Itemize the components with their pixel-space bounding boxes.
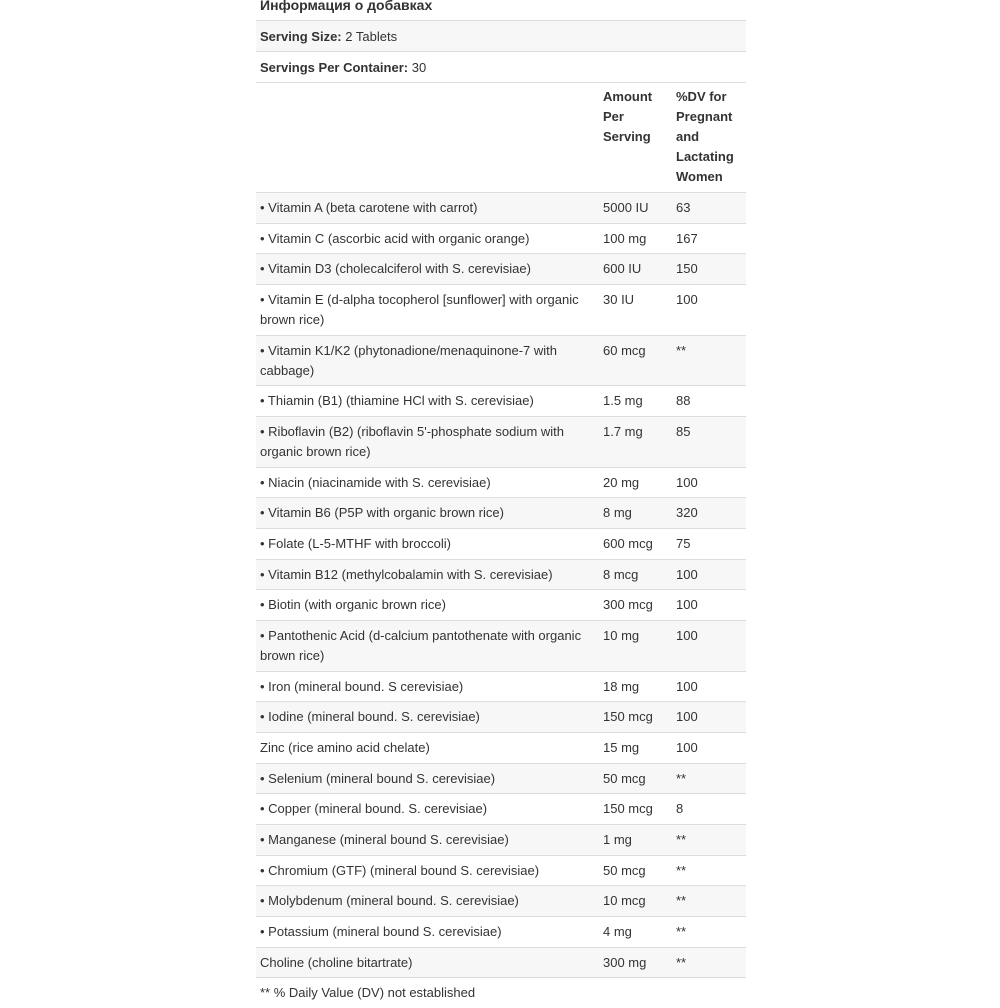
nutrient-amount: 50 mcg — [603, 862, 646, 878]
nutrient-name: • Copper (mineral bound. S. cerevisiae) — [260, 801, 488, 817]
table-row — [256, 224, 746, 255]
nutrient-amount: 1.7 mg — [603, 423, 643, 439]
table-row — [256, 254, 746, 285]
nutrient-name: • Iron (mineral bound. S cerevisiae) — [260, 678, 464, 694]
nutrient-name: • Niacin (niacinamide with S. cerevisiae) — [260, 474, 491, 490]
table-row — [256, 886, 746, 917]
nutrient-name: • Vitamin B6 (P5P with organic brown rice) — [260, 505, 504, 521]
nutrient-dv: 8 — [676, 801, 684, 817]
nutrient-dv: ** — [676, 770, 687, 786]
nutrient-dv: ** — [676, 893, 687, 909]
table-row — [256, 733, 746, 764]
table-row — [256, 672, 746, 703]
nutrient-dv: ** — [676, 342, 687, 358]
nutrient-dv: 100 — [676, 709, 698, 725]
nutrient-name: • Manganese (mineral bound S. cerevisiae) — [260, 832, 509, 847]
nutrient-name: • Thiamin (B1) (thiamine HCl with S. cerevisiae) — [260, 393, 534, 409]
nutrient-name: • Folate (L-5-MTHF with broccoli) — [260, 535, 451, 551]
nutrient-amount: 60 mcg — [603, 342, 646, 358]
nutrient-name: • Vitamin E (d-alpha tocopherol [sunflower] with organic brown rice) — [260, 292, 579, 328]
serving-size — [256, 21, 746, 52]
nutrient-name: • Iodine (mineral bound. S. cerevisiae) — [260, 709, 480, 725]
table-row — [256, 794, 746, 825]
nutrient-amount: 10 mcg — [603, 893, 646, 909]
serving-size-label: Serving Size: — [260, 29, 342, 44]
nutrient-amount: 8 mcg — [603, 566, 639, 582]
nutrient-name: Choline (choline bitartrate) — [260, 954, 413, 970]
nutrient-dv: 100 — [676, 292, 698, 308]
table-row — [256, 948, 746, 979]
nutrient-name: • Chromium (GTF) (mineral bound S. cerevisiae) — [260, 862, 540, 878]
table-row — [256, 498, 746, 529]
nutrient-amount: 100 mg — [603, 230, 647, 246]
table-row — [256, 917, 746, 948]
nutrient-dv: 88 — [676, 393, 691, 409]
table-row — [256, 590, 746, 621]
nutrient-dv: ** — [676, 862, 687, 878]
nutrient-amount: 150 mcg — [603, 709, 653, 725]
table-row — [256, 336, 746, 387]
nutrient-amount: 50 mcg — [603, 770, 646, 786]
nutrient-name: • Pantothenic Acid (d-calcium pantothenate with organic brown rice) — [260, 627, 582, 663]
table-row — [256, 621, 746, 672]
nutrient-amount: 150 mcg — [603, 801, 653, 817]
table-row — [256, 386, 746, 417]
nutrient-amount: 300 mcg — [603, 597, 653, 613]
nutrient-name: • Potassium (mineral bound S. cerevisiae) — [260, 924, 502, 940]
nutrient-amount: 1.5 mg — [603, 393, 643, 409]
nutrient-dv: 100 — [676, 566, 698, 582]
servings-per-container-label: Servings Per Container: — [260, 60, 409, 75]
nutrient-amount: 8 mg — [603, 505, 632, 521]
nutrient-amount: 30 IU — [603, 292, 635, 308]
table-row — [256, 825, 746, 856]
nutrient-name: Zinc (rice amino acid chelate) — [260, 739, 430, 755]
nutrient-name: • Selenium (mineral bound S. cerevisiae) — [260, 770, 496, 786]
table-row — [256, 285, 746, 336]
serving-size-value: 2 Tablets — [345, 29, 398, 44]
nutrient-amount: 10 mg — [603, 627, 640, 643]
nutrient-dv: ** — [676, 954, 687, 970]
nutrient-amount: 300 mg — [603, 954, 647, 970]
nutrient-rows — [256, 193, 746, 978]
table-row — [256, 468, 746, 499]
table-row — [256, 193, 746, 224]
servings-per-container-value: 30 — [411, 60, 427, 75]
amount-column-header: Amount Per Serving — [603, 89, 653, 144]
column-header-row — [256, 83, 746, 193]
nutrient-name: • Biotin (with organic brown rice) — [260, 597, 446, 613]
nutrient-amount: 18 mg — [603, 678, 640, 694]
table-row — [256, 560, 746, 591]
supplement-facts-table — [256, 0, 746, 1008]
nutrient-dv: 63 — [676, 200, 691, 215]
nutrient-dv: 100 — [676, 627, 698, 643]
nutrient-dv: 100 — [676, 739, 698, 755]
nutrient-amount: 5000 IU — [603, 200, 649, 215]
nutrient-dv: ** — [676, 924, 687, 940]
nutrient-name: • Vitamin A (beta carotene with carrot) — [260, 200, 478, 215]
nutrient-name: • Molybdenum (mineral bound. S. cerevisiae) — [260, 893, 519, 909]
nutrient-name: • Riboflavin (B2) (riboflavin 5'-phosphate sodium with organic brown rice) — [260, 423, 565, 459]
nutrient-dv: 320 — [676, 505, 698, 521]
nutrient-name: • Vitamin C (ascorbic acid with organic orange) — [260, 230, 530, 246]
nutrient-dv: 100 — [676, 678, 698, 694]
servings-per-container — [256, 52, 746, 83]
nutrient-dv: ** — [676, 832, 687, 847]
nutrient-name: • Vitamin D3 (cholecalciferol with S. cerevisiae) — [260, 261, 531, 277]
nutrient-name: • Vitamin B12 (methylcobalamin with S. cerevisiae) — [260, 566, 553, 582]
nutrient-amount: 1 mg — [603, 832, 632, 847]
nutrient-amount: 600 mcg — [603, 535, 653, 551]
nutrient-amount: 20 mg — [603, 474, 640, 490]
nutrient-dv: 100 — [676, 474, 698, 490]
nutrient-dv: 167 — [676, 230, 698, 246]
nutrient-name: • Vitamin K1/K2 (phytonadione/menaquinone-7 with cabbage) — [260, 342, 558, 378]
nutrient-dv: 75 — [676, 535, 691, 551]
table-title: Информация о добавках — [256, 0, 746, 21]
table-row — [256, 702, 746, 733]
nutrient-dv: 100 — [676, 597, 698, 613]
table-row — [256, 856, 746, 887]
nutrient-amount: 4 mg — [603, 924, 632, 940]
table-row — [256, 764, 746, 795]
nutrient-amount: 600 IU — [603, 261, 642, 277]
dv-column-header: %DV for Pregnant and Lactating Women — [676, 89, 734, 184]
nutrient-amount: 15 mg — [603, 739, 640, 755]
table-row — [256, 417, 746, 468]
table-row — [256, 529, 746, 560]
nutrient-dv: 85 — [676, 423, 691, 439]
footnote: ** % Daily Value (DV) not established — [260, 985, 476, 1001]
nutrient-dv: 150 — [676, 261, 698, 277]
